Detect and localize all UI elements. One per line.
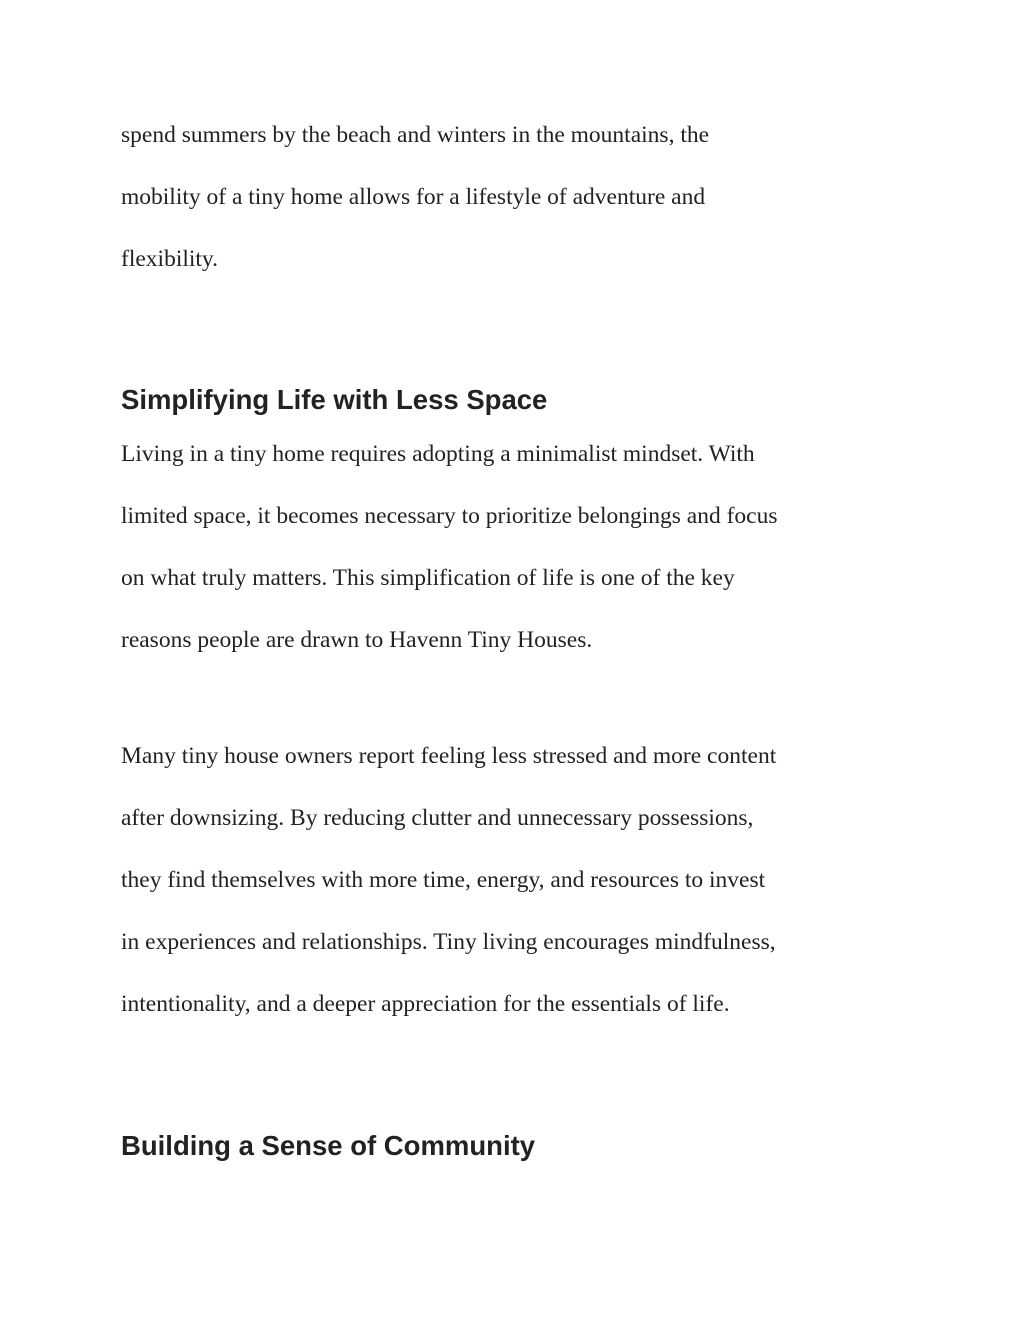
section-heading-building-community: Building a Sense of Community xyxy=(121,1130,536,1161)
text-line: after downsizing. By reducing clutter and unnecessary possessions, xyxy=(121,805,754,831)
text-line: reasons people are drawn to Havenn Tiny Houses. xyxy=(121,627,593,653)
text-line: on what truly matters. This simplification of life is one of the key xyxy=(121,565,735,591)
text-line: they find themselves with more time, energy, and resources to invest xyxy=(121,867,766,893)
section-heading-simplifying-life: Simplifying Life with Less Space xyxy=(121,384,548,415)
text-line: in experiences and relationships. Tiny living encourages mindfulness, xyxy=(121,929,776,955)
text-line: flexibility. xyxy=(121,246,219,272)
text-line: limited space, it becomes necessary to prioritize belongings and focus xyxy=(121,503,778,529)
text-line: Many tiny house owners report feeling less stressed and more content xyxy=(121,743,777,769)
text-line: intentionality, and a deeper appreciation for the essentials of life. xyxy=(121,991,730,1017)
text-line: mobility of a tiny home allows for a lifestyle of adventure and xyxy=(121,184,706,210)
text-line: Living in a tiny home requires adopting a minimalist mindset. With xyxy=(121,441,755,467)
text-line: spend summers by the beach and winters in the mountains, the xyxy=(121,122,710,148)
